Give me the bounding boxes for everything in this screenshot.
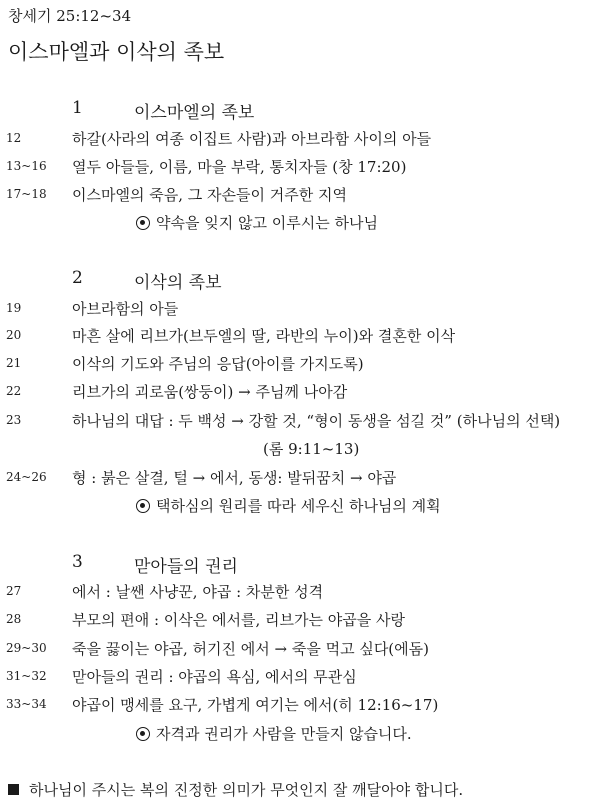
- verse-number: 29~30: [6, 641, 47, 655]
- item-text: 아브라함의 아들: [72, 300, 179, 318]
- section-number: 2: [72, 268, 83, 288]
- list-item: [0, 694, 606, 716]
- note-text: 약속을 잊지 않고 이루시는 하나님: [156, 214, 378, 232]
- section-note: [136, 212, 378, 233]
- list-item: [0, 410, 606, 432]
- verse-number: 13~16: [6, 159, 47, 173]
- item-text: 에서 : 날쌘 사냥꾼, 야곱 : 차분한 성격: [72, 583, 324, 601]
- verse-number: 19: [6, 301, 22, 315]
- verse-number: 12: [6, 131, 22, 145]
- item-text: 이삭의 기도와 주님의 응답(아이를 가지도록): [72, 355, 364, 373]
- item-text: 열두 아들들, 이름, 마을 부락, 통치자들 (창 17:20): [72, 158, 407, 176]
- list-item: [0, 467, 606, 489]
- reference: 창세기 25:12~34: [8, 7, 132, 25]
- item-text: 야곱이 맹세를 요구, 가볍게 여기는 에서(히 12:16~17): [72, 696, 439, 714]
- item-text: 부모의 편애 : 이삭은 에서를, 리브가는 야곱을 사랑: [72, 611, 406, 629]
- fisheye-bullet-icon: [136, 499, 150, 513]
- verse-number: 21: [6, 356, 22, 370]
- item-text: 맏아들의 권리 : 야곱의 욕심, 에서의 무관심: [72, 668, 357, 686]
- section-title: 이스마엘의 족보: [134, 103, 255, 123]
- conclusion: [8, 779, 463, 800]
- page-title: 이스마엘과 이삭의 족보: [8, 40, 225, 64]
- verse-number: 33~34: [6, 697, 47, 711]
- list-item: [0, 156, 606, 178]
- section-title: 맏아들의 권리: [134, 557, 238, 577]
- item-text: 하나님의 대답 : 두 백성 → 강할 것, “형이 동생을 섬길 것” (하나님의 선택): [72, 412, 561, 430]
- item-text: 마흔 살에 리브가(브두엘의 딸, 라반의 누이)와 결혼한 이삭: [72, 327, 456, 345]
- section-note: [136, 495, 441, 516]
- list-item: [0, 609, 606, 631]
- conclusion-text: 하나님이 주시는 복의 진정한 의미가 무엇인지 잘 깨달아야 합니다.: [29, 781, 464, 799]
- verse-continuation: (롬 9:11~13): [263, 440, 360, 458]
- verse-number: 17~18: [6, 187, 47, 201]
- verse-number: 22: [6, 384, 22, 398]
- fisheye-bullet-icon: [136, 216, 150, 230]
- verse-number: 27: [6, 584, 22, 598]
- verse-number: 23: [6, 413, 22, 427]
- item-text: 형 : 붉은 살결, 털 → 에서, 동생: 발뒤꿈치 → 야곱: [72, 469, 397, 487]
- verse-number: 20: [6, 328, 22, 342]
- item-text: 죽을 끓이는 야곱, 허기진 에서 → 죽을 먹고 싶다(에돔): [72, 640, 429, 658]
- verse-number: 31~32: [6, 669, 47, 683]
- section-number: 3: [72, 552, 83, 572]
- list-item: [0, 381, 606, 403]
- list-item: [0, 581, 606, 603]
- item-text: 이스마엘의 죽음, 그 자손들이 거주한 지역: [72, 186, 347, 204]
- filled-square-icon: [8, 784, 19, 795]
- list-item: [0, 666, 606, 688]
- item-text: 리브가의 괴로움(쌍둥이) → 주님께 나아감: [72, 383, 348, 401]
- section-title: 이삭의 족보: [134, 273, 222, 293]
- note-text: 자격과 권리가 사람을 만들지 않습니다.: [156, 725, 412, 743]
- list-item: [0, 128, 606, 150]
- fisheye-bullet-icon: [136, 727, 150, 741]
- verse-number: 24~26: [6, 470, 47, 484]
- item-text: 하갈(사라의 여종 이집트 사람)과 아브라함 사이의 아들: [72, 130, 432, 148]
- list-item: [0, 298, 606, 320]
- note-text: 택하심의 원리를 따라 세우신 하나님의 계획: [156, 497, 441, 515]
- list-item: [0, 325, 606, 347]
- section-note: [136, 723, 412, 744]
- verse-number: 28: [6, 612, 22, 626]
- section-number: 1: [72, 98, 83, 118]
- list-item: [0, 184, 606, 206]
- list-item: [0, 353, 606, 375]
- list-item: [0, 638, 606, 660]
